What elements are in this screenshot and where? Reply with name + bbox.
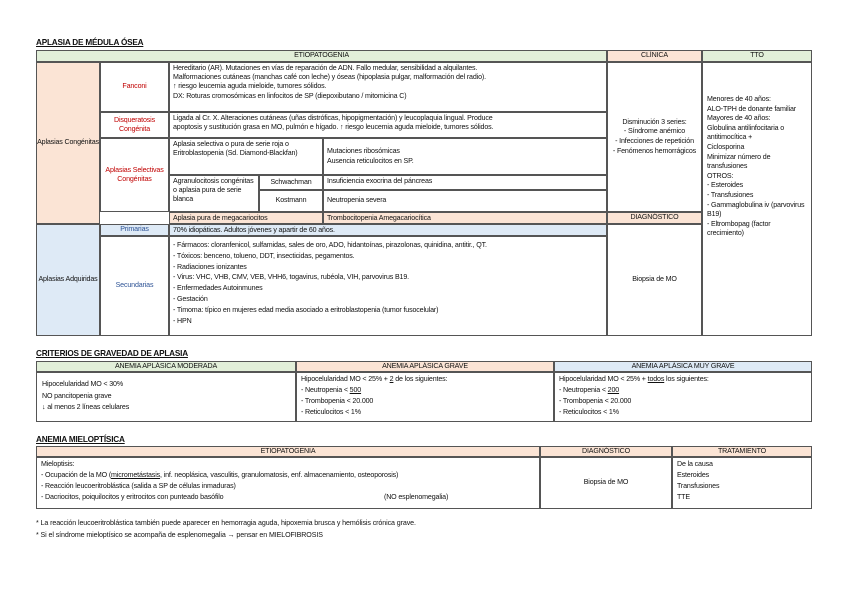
mielo-etiopatogenia xyxy=(36,457,540,509)
tto-line: - Esteroides xyxy=(707,181,744,190)
tto-line: - Gammaglobulina iv (parvovirus B19) xyxy=(707,200,805,219)
group-aplasias-adquiridas: Aplasias Adquiridas xyxy=(36,224,100,336)
tto-line: Globulina antilinfocitaria o antitimocítica + xyxy=(707,123,785,142)
header-mielo-tratamiento: TRATAMIENTO xyxy=(672,446,812,457)
grave-neutropenia: - Neutropenia < xyxy=(301,386,350,394)
agranulocitosis-congenitas: Agranulocitosis congénitas o aplasia pura de serie blanca xyxy=(169,175,259,212)
moderada-line: Hipocelularidad MO < 30% xyxy=(42,380,123,388)
tto-line: Mayores de 40 años: xyxy=(707,114,771,123)
grave-description xyxy=(296,372,554,422)
fanconi-line: Malformaciones cutáneas (manchas café con leche) y óseas (hipoplasia pulgar, malformación del radio). xyxy=(173,73,486,82)
section-title-aplasia: APLASIA DE MÉDULA ÓSEA xyxy=(36,38,144,47)
fanconi-line: ↑ riesgo leucemia aguda mieloide, tumores sólidos. xyxy=(173,82,327,91)
grave-intro-end: de los siguientes: xyxy=(393,375,448,383)
clinica-description: Disminución 3 series: - Síndrome anémico - Infecciones de repetición - Fenómenos hemorrágicos xyxy=(607,62,702,212)
header-mielo-etiopatogenia: ETIOPATOGENIA xyxy=(36,446,540,457)
muy-grave-intro: Hipocelularidad MO < 25% + xyxy=(559,375,648,383)
tto-line: Menores de 40 años: xyxy=(707,95,771,103)
moderada-line: NO pancitopenia grave xyxy=(42,391,112,400)
group-aplasias-congenitas: Aplasias Congénitas xyxy=(36,62,100,224)
primarias-description: 70% idiopáticas. Adultos jóvenes y apartir de 60 años. xyxy=(169,224,607,236)
mielo-line: Mieloptisis: xyxy=(41,460,75,468)
muy-grave-intro-count: todos xyxy=(647,375,665,383)
aplasia-megacariocitos: Aplasia pura de megacariocitos xyxy=(169,212,323,224)
secundarias-description xyxy=(169,236,607,336)
mielo-diagnostico: Biopsia de MO xyxy=(540,457,672,509)
row-label-secundarias: Secundarias xyxy=(100,236,169,336)
secundarias-line: - Virus: VHC, VHB, CMV, VEB, VHH6, togavirus, rubéola, VIH, parvovirus B19. xyxy=(173,273,409,282)
header-mielo-diagnostico: DIAGNÓSTICO xyxy=(540,446,672,457)
aplasia-serie-roja: Aplasia selectiva o pura de serie roja o Eritroblastopenia (Sd. Diamond-Blackfan) xyxy=(169,138,323,175)
moderada-description xyxy=(36,372,296,422)
moderada-line: ↓ al menos 2 líneas celulares xyxy=(42,403,130,411)
header-clinica: CLÍNICA xyxy=(607,50,702,62)
fanconi-line: DX: Roturas cromosómicas en linfocitos de SP (diepoxibutano / mitomicina C) xyxy=(173,91,407,100)
secundarias-line: - Fármacos: cloranfenicol, sulfamidas, sales de oro, ADO, hidantoínas, pirazolonas, quinidina, antitir., QT. xyxy=(173,241,487,249)
muy-grave-description xyxy=(554,372,812,422)
grave-intro-count: 2 xyxy=(389,375,394,383)
mielo-line: - Dacriocitos, poiquilocitos y eritrocitos con punteado basófilo xyxy=(41,493,224,501)
grave-reticulocitos: - Reticulocitos < 1% xyxy=(301,408,361,416)
tto-line: ALO-TPH de donante familiar xyxy=(707,104,797,113)
section-title-criterios: CRITERIOS DE GRAVEDAD DE APLASIA xyxy=(36,349,188,358)
footnote: * Si el síndrome mieloptísico se acompaña de esplenomegalia → pensar en MIELOFIBROSIS xyxy=(36,531,323,539)
tto-line: - Transfusiones xyxy=(707,190,754,199)
grave-neutropenia-value: 500 xyxy=(349,386,362,394)
secundarias-line: - Tóxicos: benceno, tolueno, DDT, insecticidas, pegamentos. xyxy=(173,251,355,260)
fanconi-line: Hereditario (AR). Mutaciones en vías de reparación de ADN. Fallo medular, sensibilidad a alquilantes. xyxy=(173,64,478,72)
header-diagnostico: DIAGNÓSTICO xyxy=(607,212,702,224)
row-label-aplasias-selectivas: Aplasias Selectivas Congénitas xyxy=(100,138,169,212)
schwachman-desc: Insuficiencia exocrina del páncreas xyxy=(323,175,607,190)
mielo-line: - Ocupación de la MO ( xyxy=(41,471,112,479)
section-title-mieloptisica: ANEMIA MIELOPTÍSICA xyxy=(36,435,125,444)
mielo-line: - Reacción leucoeritroblástica (salida a SP de células inmaduras) xyxy=(41,482,236,490)
disqueratosis-description xyxy=(169,112,607,138)
mielo-note: (NO esplenomegalia) xyxy=(384,493,449,501)
mielo-line: , inf. neoplásica, vasculitis, granulomatosis, enf. almacenamiento, osteoporosis) xyxy=(160,471,399,479)
aplasia-serie-roja-desc: Mutaciones ribosómicas Ausencia reticulocitos en SP. xyxy=(323,138,607,175)
mielo-tratamiento-line: TTE xyxy=(677,493,690,501)
mielo-tratamiento-line: Transfusiones xyxy=(677,482,720,490)
diagnostico-description: Biopsia de MO xyxy=(607,224,702,336)
secundarias-line: - HPN xyxy=(173,316,192,325)
secundarias-line: - Timoma: típico en mujeres edad media asociado a eritroblastopenia (tumor fusocelular) xyxy=(173,305,439,314)
header-moderada: ANEMIA APLÁSICA MODERADA xyxy=(36,361,296,372)
footnote: * La reacción leucoeritroblástica también puede aparecer en hemorragia aguda, hipoxemia brusca y hemólisis crónica grave. xyxy=(36,519,416,527)
mielo-line-underlined: micrometástasis xyxy=(111,471,161,479)
kostmann-desc: Neutropenia severa xyxy=(323,190,607,212)
tto-line: OTROS: xyxy=(707,171,734,180)
kostmann-label: Kostmann xyxy=(259,190,323,212)
tto-line: Ciclosporina xyxy=(707,142,745,151)
header-grave: ANEMIA APLÁSICA GRAVE xyxy=(296,361,554,372)
header-muy-grave: ANEMIA APLÁSICA MUY GRAVE xyxy=(554,361,812,372)
fanconi-description xyxy=(169,62,607,112)
disqueratosis-line: Ligada al Cr. X. Alteraciones cutáneas (uñas distróficas, hipopigmentación) y leucoplaquia lingual. Produce xyxy=(173,114,493,122)
muy-grave-reticulocitos: - Reticulocitos < 1% xyxy=(559,408,619,416)
tto-description xyxy=(702,62,812,336)
muy-grave-neutropenia-value: 200 xyxy=(607,386,620,394)
aplasia-megacariocitos-desc: Trombocitopenia Amegacariocítica xyxy=(323,212,607,224)
header-tto: TTO xyxy=(702,50,812,62)
grave-trombopenia: - Trombopenia < 20.000 xyxy=(301,397,374,405)
row-label-fanconi: Fanconi xyxy=(100,62,169,112)
mielo-tratamiento-line: De la causa xyxy=(677,460,713,468)
row-label-disqueratosis: Disqueratosis Congénita xyxy=(100,112,169,138)
mielo-tratamiento xyxy=(672,457,812,509)
disqueratosis-line: apoptosis y sustitución grasa en MO, pulmón e hígado. ↑ riesgo leucemia aguda mieloide, tumores sólidos. xyxy=(173,123,494,132)
secundarias-line: - Radiaciones ionizantes xyxy=(173,262,247,271)
header-etiopatogenia: ETIOPATOGENIA xyxy=(36,50,607,62)
muy-grave-neutropenia: - Neutropenia < xyxy=(559,386,608,394)
grave-intro: Hipocelularidad MO < 25% + xyxy=(301,375,390,383)
tto-line: - Eltrombopag (factor crecimiento) xyxy=(707,219,771,238)
tto-line: Minimizar número de transfusiones xyxy=(707,152,771,171)
mielo-tratamiento-line: Esteroides xyxy=(677,471,710,479)
secundarias-line: - Gestación xyxy=(173,294,208,303)
schwachman-label: Schwachman xyxy=(259,175,323,190)
secundarias-line: - Enfermedades Autoinmunes xyxy=(173,284,263,293)
muy-grave-intro-end: los siguientes: xyxy=(664,375,709,383)
row-label-primarias: Primarias xyxy=(100,224,169,236)
muy-grave-trombopenia: - Trombopenia < 20.000 xyxy=(559,397,632,405)
